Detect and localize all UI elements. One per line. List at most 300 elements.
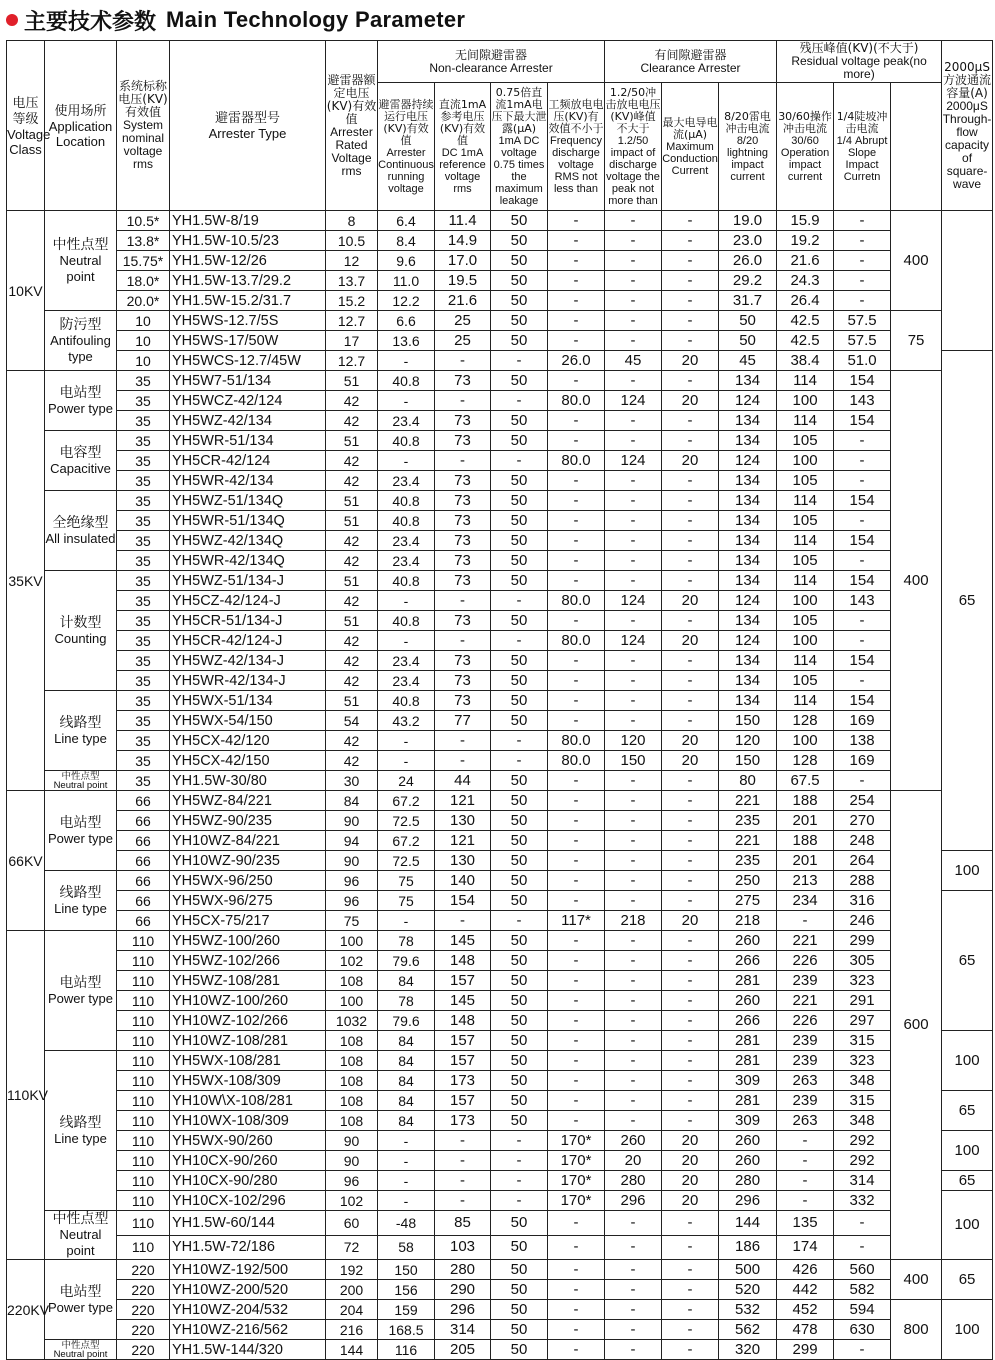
- arrester-type-cell: YH10WZ-90/235: [170, 851, 326, 871]
- rated-voltage-cell: 51: [326, 371, 378, 391]
- system-voltage-cell: 35: [117, 731, 170, 751]
- continuous-voltage-cell: 40.8: [378, 431, 435, 451]
- abrupt-residual-cell: 57.5: [834, 311, 891, 331]
- application-cn: 线路型: [59, 884, 102, 901]
- continuous-voltage-cell: 159: [378, 1300, 435, 1320]
- application-cell: [45, 211, 117, 311]
- abrupt-residual-cell: -: [834, 551, 891, 571]
- abrupt-residual-cell: 254: [834, 791, 891, 811]
- max-conduction-cell: -: [662, 871, 719, 891]
- abrupt-residual-cell: 560: [834, 1260, 891, 1280]
- lightning-residual-cell: 134: [719, 431, 777, 451]
- freq-discharge-cell: -: [548, 211, 605, 231]
- dc-ref-voltage-cell: 145: [435, 991, 491, 1011]
- lightning-residual-cell: 260: [719, 991, 777, 1011]
- rated-voltage-cell: 42: [326, 411, 378, 431]
- freq-discharge-cell: -: [548, 931, 605, 951]
- freq-discharge-cell: -: [548, 991, 605, 1011]
- operation-residual-cell: 128: [777, 711, 834, 731]
- impact-peak-cell: -: [605, 791, 662, 811]
- dc-ref-voltage-cell: 77: [435, 711, 491, 731]
- application-en: Power type: [47, 400, 114, 416]
- table-row: [7, 1211, 993, 1236]
- freq-discharge-cell: -: [548, 431, 605, 451]
- arrester-type-cell: YH5WR-51/134Q: [170, 511, 326, 531]
- operation-residual-cell: 263: [777, 1111, 834, 1131]
- continuous-voltage-cell: -: [378, 391, 435, 411]
- continuous-voltage-cell: -: [378, 631, 435, 651]
- impact-peak-cell: -: [605, 1111, 662, 1131]
- max-conduction-cell: -: [662, 531, 719, 551]
- operation-residual-cell: 105: [777, 471, 834, 491]
- leakage-cell: 50: [491, 1235, 548, 1260]
- square-wave-cell: 600: [891, 791, 942, 1260]
- high-current-cell: 100: [942, 1031, 993, 1091]
- arrester-type-cell: YH5WX-96/250: [170, 871, 326, 891]
- table-row: [7, 1071, 993, 1091]
- continuous-voltage-cell: 24: [378, 771, 435, 791]
- impact-peak-cell: -: [605, 311, 662, 331]
- application-en: Antifouling type: [50, 332, 111, 364]
- lightning-residual-cell: 235: [719, 811, 777, 831]
- header-continuous: 避雷器持续运行电压(KV)有效值 Arrester Continuous running voltage: [378, 83, 435, 211]
- freq-discharge-cell: 26.0: [548, 351, 605, 371]
- lightning-residual-cell: 281: [719, 1031, 777, 1051]
- abrupt-residual-cell: 169: [834, 711, 891, 731]
- rated-voltage-cell: 200: [326, 1280, 378, 1300]
- abrupt-residual-cell: -: [834, 211, 891, 231]
- application-cell: [45, 311, 117, 371]
- system-voltage-cell: 110: [117, 1051, 170, 1071]
- freq-discharge-cell: -: [548, 531, 605, 551]
- leakage-cell: 50: [491, 1211, 548, 1236]
- application-cell: [45, 571, 117, 691]
- continuous-voltage-cell: 78: [378, 991, 435, 1011]
- system-voltage-cell: 110: [117, 1235, 170, 1260]
- dc-ref-voltage-cell: 73: [435, 531, 491, 551]
- leakage-cell: 50: [491, 1260, 548, 1280]
- dc-ref-voltage-cell: -: [435, 911, 491, 931]
- lightning-residual-cell: 260: [719, 1151, 777, 1171]
- application-en: Neutral point: [53, 1348, 108, 1360]
- table-row: [7, 251, 993, 271]
- title-cn: 主要技术参数: [24, 9, 157, 35]
- dc-ref-voltage-cell: 73: [435, 651, 491, 671]
- impact-peak-cell: 280: [605, 1171, 662, 1191]
- continuous-voltage-cell: 23.4: [378, 671, 435, 691]
- freq-discharge-cell: -: [548, 491, 605, 511]
- lightning-residual-cell: 221: [719, 831, 777, 851]
- leakage-cell: 50: [491, 571, 548, 591]
- impact-peak-cell: 260: [605, 1131, 662, 1151]
- max-conduction-cell: -: [662, 831, 719, 851]
- system-voltage-cell: 35: [117, 651, 170, 671]
- system-voltage-cell: 66: [117, 851, 170, 871]
- leakage-cell: 50: [491, 711, 548, 731]
- lightning-residual-cell: 134: [719, 491, 777, 511]
- rated-voltage-cell: 42: [326, 631, 378, 651]
- dc-ref-voltage-cell: -: [435, 591, 491, 611]
- leakage-cell: -: [491, 751, 548, 771]
- abrupt-residual-cell: -: [834, 1340, 891, 1360]
- application-cell: [45, 691, 117, 771]
- operation-residual-cell: 299: [777, 1340, 834, 1360]
- continuous-voltage-cell: -48: [378, 1211, 435, 1236]
- max-conduction-cell: 20: [662, 451, 719, 471]
- impact-peak-cell: -: [605, 971, 662, 991]
- max-conduction-cell: -: [662, 1280, 719, 1300]
- rated-voltage-cell: 15.2: [326, 291, 378, 311]
- freq-discharge-cell: -: [548, 691, 605, 711]
- table-row: [7, 891, 993, 911]
- leakage-cell: 50: [491, 1320, 548, 1340]
- system-voltage-cell: 35: [117, 671, 170, 691]
- rated-voltage-cell: 60: [326, 1211, 378, 1236]
- table-row: [7, 1171, 993, 1191]
- max-conduction-cell: -: [662, 1340, 719, 1360]
- max-conduction-cell: -: [662, 471, 719, 491]
- system-voltage-cell: 220: [117, 1340, 170, 1360]
- lightning-residual-cell: 532: [719, 1300, 777, 1320]
- lightning-residual-cell: 45: [719, 351, 777, 371]
- max-conduction-cell: 20: [662, 1131, 719, 1151]
- rated-voltage-cell: 30: [326, 771, 378, 791]
- application-cell: [45, 1051, 117, 1211]
- operation-residual-cell: 239: [777, 1091, 834, 1111]
- abrupt-residual-cell: 348: [834, 1111, 891, 1131]
- dc-ref-voltage-cell: 290: [435, 1280, 491, 1300]
- lightning-residual-cell: 250: [719, 871, 777, 891]
- lightning-residual-cell: 520: [719, 1280, 777, 1300]
- dc-ref-voltage-cell: 73: [435, 431, 491, 451]
- dc-ref-voltage-cell: 25: [435, 331, 491, 351]
- arrester-type-cell: YH1.5W-144/320: [170, 1340, 326, 1360]
- table-row: [7, 951, 993, 971]
- leakage-cell: 50: [491, 991, 548, 1011]
- arrester-type-cell: YH1.5W-15.2/31.7: [170, 291, 326, 311]
- freq-discharge-cell: -: [548, 1011, 605, 1031]
- continuous-voltage-cell: 23.4: [378, 471, 435, 491]
- operation-residual-cell: 42.5: [777, 331, 834, 351]
- arrester-type-cell: YH5CR-42/124: [170, 451, 326, 471]
- max-conduction-cell: 20: [662, 731, 719, 751]
- leakage-cell: 50: [491, 471, 548, 491]
- freq-discharge-cell: -: [548, 831, 605, 851]
- leakage-cell: -: [491, 351, 548, 371]
- rated-voltage-cell: 108: [326, 1051, 378, 1071]
- abrupt-residual-cell: 315: [834, 1031, 891, 1051]
- rated-voltage-cell: 42: [326, 451, 378, 471]
- arrester-type-cell: YH1.5W-72/186: [170, 1235, 326, 1260]
- lightning-residual-cell: 260: [719, 931, 777, 951]
- lightning-residual-cell: 23.0: [719, 231, 777, 251]
- continuous-voltage-cell: -: [378, 911, 435, 931]
- freq-discharge-cell: -: [548, 1300, 605, 1320]
- operation-residual-cell: 114: [777, 571, 834, 591]
- freq-discharge-cell: -: [548, 951, 605, 971]
- dc-ref-voltage-cell: -: [435, 631, 491, 651]
- rated-voltage-cell: 108: [326, 1111, 378, 1131]
- lightning-residual-cell: 124: [719, 391, 777, 411]
- abrupt-residual-cell: -: [834, 291, 891, 311]
- continuous-voltage-cell: 11.0: [378, 271, 435, 291]
- max-conduction-cell: -: [662, 1111, 719, 1131]
- arrester-type-cell: YH5WX-96/275: [170, 891, 326, 911]
- rated-voltage-cell: 90: [326, 1151, 378, 1171]
- dc-ref-voltage-cell: 73: [435, 471, 491, 491]
- dc-ref-voltage-cell: 44: [435, 771, 491, 791]
- header-clearance: 有间隙避雷器 Clearance Arrester: [605, 41, 777, 83]
- operation-residual-cell: 188: [777, 791, 834, 811]
- operation-residual-cell: 105: [777, 671, 834, 691]
- lightning-residual-cell: 124: [719, 451, 777, 471]
- arrester-type-cell: YH5WZ-84/221: [170, 791, 326, 811]
- impact-peak-cell: -: [605, 1280, 662, 1300]
- dc-ref-voltage-cell: -: [435, 351, 491, 371]
- lightning-residual-cell: 150: [719, 711, 777, 731]
- parameter-table: [6, 40, 993, 1360]
- abrupt-residual-cell: 315: [834, 1091, 891, 1111]
- system-voltage-cell: 220: [117, 1260, 170, 1280]
- table-row: [7, 1191, 993, 1211]
- continuous-voltage-cell: 40.8: [378, 691, 435, 711]
- max-conduction-cell: -: [662, 671, 719, 691]
- abrupt-residual-cell: 292: [834, 1151, 891, 1171]
- freq-discharge-cell: -: [548, 791, 605, 811]
- leakage-cell: 50: [491, 311, 548, 331]
- impact-peak-cell: -: [605, 251, 662, 271]
- freq-discharge-cell: -: [548, 231, 605, 251]
- operation-residual-cell: 478: [777, 1320, 834, 1340]
- system-voltage-cell: 66: [117, 831, 170, 851]
- table-row: [7, 971, 993, 991]
- table-row: [7, 331, 993, 351]
- application-cn: 中性点型: [52, 1211, 109, 1227]
- arrester-type-cell: YH10WZ-192/500: [170, 1260, 326, 1280]
- high-current-cell: 65: [942, 351, 993, 851]
- dc-ref-voltage-cell: 157: [435, 1091, 491, 1111]
- table-row: [7, 771, 993, 791]
- max-conduction-cell: -: [662, 271, 719, 291]
- impact-peak-cell: -: [605, 431, 662, 451]
- system-voltage-cell: 66: [117, 811, 170, 831]
- leakage-cell: 50: [491, 331, 548, 351]
- continuous-voltage-cell: 84: [378, 1071, 435, 1091]
- operation-residual-cell: 452: [777, 1300, 834, 1320]
- table-row: [7, 711, 993, 731]
- operation-residual-cell: 105: [777, 611, 834, 631]
- impact-peak-cell: 150: [605, 751, 662, 771]
- max-conduction-cell: -: [662, 851, 719, 871]
- continuous-voltage-cell: 168.5: [378, 1320, 435, 1340]
- dc-ref-voltage-cell: 73: [435, 371, 491, 391]
- voltage-class-cell: 66KV: [7, 791, 45, 931]
- header-system-voltage: 系统标称电压(KV)有效值 System nominal voltage rms: [117, 41, 170, 211]
- freq-discharge-cell: 80.0: [548, 751, 605, 771]
- application-en: Neutral point: [59, 1227, 102, 1258]
- square-wave-cell: 400: [891, 211, 942, 311]
- lightning-residual-cell: 266: [719, 1011, 777, 1031]
- system-voltage-cell: 66: [117, 871, 170, 891]
- rated-voltage-cell: 102: [326, 951, 378, 971]
- arrester-type-cell: YH5WX-108/281: [170, 1051, 326, 1071]
- rated-voltage-cell: 192: [326, 1260, 378, 1280]
- max-conduction-cell: -: [662, 791, 719, 811]
- application-cell: [45, 871, 117, 931]
- abrupt-residual-cell: 154: [834, 571, 891, 591]
- rated-voltage-cell: 90: [326, 811, 378, 831]
- table-row: [7, 1031, 993, 1051]
- header-max-conduction: 最大电导电流(μA) Maximum Conduction Current: [662, 83, 719, 211]
- application-cn: 电容型: [59, 444, 102, 461]
- system-voltage-cell: 110: [117, 1151, 170, 1171]
- table-row: [7, 671, 993, 691]
- max-conduction-cell: 20: [662, 1191, 719, 1211]
- table-row: [7, 1111, 993, 1131]
- system-voltage-cell: 110: [117, 1091, 170, 1111]
- operation-residual-cell: 239: [777, 971, 834, 991]
- lightning-residual-cell: 134: [719, 691, 777, 711]
- header-residual: 残压峰值(KV)(不大于) Residual voltage peak(no more): [777, 41, 942, 83]
- lightning-residual-cell: 134: [719, 371, 777, 391]
- freq-discharge-cell: -: [548, 371, 605, 391]
- rated-voltage-cell: 12: [326, 251, 378, 271]
- dc-ref-voltage-cell: 154: [435, 891, 491, 911]
- header-rated-voltage: 避雷器额定电压(KV)有效值 Arrester Rated Voltage rms: [326, 41, 378, 211]
- leakage-cell: 50: [491, 531, 548, 551]
- rated-voltage-cell: 75: [326, 911, 378, 931]
- system-voltage-cell: 110: [117, 951, 170, 971]
- abrupt-residual-cell: 270: [834, 811, 891, 831]
- lightning-residual-cell: 134: [719, 671, 777, 691]
- application-cn: 电站型: [59, 1283, 102, 1300]
- header-square-wave: 2000μS方波通流容量(A) 2000μS Through-flow capacity of square-wave: [942, 41, 993, 211]
- leakage-cell: -: [491, 1171, 548, 1191]
- impact-peak-cell: 124: [605, 451, 662, 471]
- operation-residual-cell: 15.9: [777, 211, 834, 231]
- impact-peak-cell: -: [605, 671, 662, 691]
- system-voltage-cell: 110: [117, 1011, 170, 1031]
- freq-discharge-cell: 170*: [548, 1131, 605, 1151]
- lightning-residual-cell: 235: [719, 851, 777, 871]
- dc-ref-voltage-cell: -: [435, 451, 491, 471]
- application-cn: 线路型: [59, 1114, 102, 1131]
- abrupt-residual-cell: 582: [834, 1280, 891, 1300]
- freq-discharge-cell: -: [548, 1031, 605, 1051]
- lightning-residual-cell: 134: [719, 571, 777, 591]
- operation-residual-cell: 234: [777, 891, 834, 911]
- abrupt-residual-cell: 630: [834, 1320, 891, 1340]
- table-row: [7, 831, 993, 851]
- dc-ref-voltage-cell: 314: [435, 1320, 491, 1340]
- operation-residual-cell: 221: [777, 931, 834, 951]
- freq-discharge-cell: -: [548, 871, 605, 891]
- square-wave-cell: 400: [891, 1260, 942, 1300]
- dc-ref-voltage-cell: 148: [435, 951, 491, 971]
- table-row: [7, 491, 993, 511]
- leakage-cell: 50: [491, 831, 548, 851]
- lightning-residual-cell: 120: [719, 731, 777, 751]
- continuous-voltage-cell: 84: [378, 971, 435, 991]
- max-conduction-cell: -: [662, 411, 719, 431]
- table-row: [7, 1151, 993, 1171]
- system-voltage-cell: 35: [117, 391, 170, 411]
- arrester-type-cell: YH5WZ-51/134-J: [170, 571, 326, 591]
- high-current-cell: 65: [942, 891, 993, 1031]
- max-conduction-cell: -: [662, 1091, 719, 1111]
- dc-ref-voltage-cell: 121: [435, 831, 491, 851]
- table-row: [7, 851, 993, 871]
- rated-voltage-cell: 108: [326, 1071, 378, 1091]
- rated-voltage-cell: 42: [326, 471, 378, 491]
- max-conduction-cell: 20: [662, 911, 719, 931]
- rated-voltage-cell: 204: [326, 1300, 378, 1320]
- high-current-cell: 65: [942, 1260, 993, 1300]
- max-conduction-cell: 20: [662, 1151, 719, 1171]
- table-row: [7, 311, 993, 331]
- dc-ref-voltage-cell: 173: [435, 1111, 491, 1131]
- continuous-voltage-cell: 12.2: [378, 291, 435, 311]
- bullet-icon: [6, 14, 18, 26]
- dc-ref-voltage-cell: 73: [435, 411, 491, 431]
- arrester-type-cell: YH10CX-90/280: [170, 1171, 326, 1191]
- abrupt-residual-cell: 288: [834, 871, 891, 891]
- lightning-residual-cell: 221: [719, 791, 777, 811]
- abrupt-residual-cell: -: [834, 231, 891, 251]
- dc-ref-voltage-cell: 296: [435, 1300, 491, 1320]
- impact-peak-cell: -: [605, 271, 662, 291]
- abrupt-residual-cell: -: [834, 631, 891, 651]
- application-cn: 防污型: [59, 316, 102, 333]
- lightning-residual-cell: 186: [719, 1235, 777, 1260]
- freq-discharge-cell: 170*: [548, 1171, 605, 1191]
- system-voltage-cell: 35: [117, 371, 170, 391]
- freq-discharge-cell: -: [548, 1280, 605, 1300]
- system-voltage-cell: 35: [117, 431, 170, 451]
- leakage-cell: 50: [491, 271, 548, 291]
- application-en: All insulated: [45, 530, 116, 546]
- abrupt-residual-cell: 348: [834, 1071, 891, 1091]
- leakage-cell: 50: [491, 1111, 548, 1131]
- rated-voltage-cell: 216: [326, 1320, 378, 1340]
- arrester-type-cell: YH5WX-90/260: [170, 1131, 326, 1151]
- freq-discharge-cell: -: [548, 311, 605, 331]
- arrester-type-cell: YH10WZ-200/520: [170, 1280, 326, 1300]
- max-conduction-cell: 20: [662, 351, 719, 371]
- impact-peak-cell: 45: [605, 351, 662, 371]
- rated-voltage-cell: 108: [326, 1031, 378, 1051]
- abrupt-residual-cell: -: [834, 471, 891, 491]
- table-row: [7, 1235, 993, 1260]
- freq-discharge-cell: -: [548, 1211, 605, 1236]
- continuous-voltage-cell: 8.4: [378, 231, 435, 251]
- freq-discharge-cell: -: [548, 1320, 605, 1340]
- lightning-residual-cell: 50: [719, 331, 777, 351]
- rated-voltage-cell: 100: [326, 931, 378, 951]
- max-conduction-cell: -: [662, 311, 719, 331]
- system-voltage-cell: 110: [117, 1211, 170, 1236]
- impact-peak-cell: -: [605, 551, 662, 571]
- freq-discharge-cell: -: [548, 1051, 605, 1071]
- table-row: [7, 371, 993, 391]
- abrupt-residual-cell: -: [834, 511, 891, 531]
- arrester-type-cell: YH10W\X-108/281: [170, 1091, 326, 1111]
- rated-voltage-cell: 108: [326, 971, 378, 991]
- leakage-cell: 50: [491, 291, 548, 311]
- lightning-residual-cell: 260: [719, 1131, 777, 1151]
- freq-discharge-cell: -: [548, 291, 605, 311]
- abrupt-residual-cell: 154: [834, 371, 891, 391]
